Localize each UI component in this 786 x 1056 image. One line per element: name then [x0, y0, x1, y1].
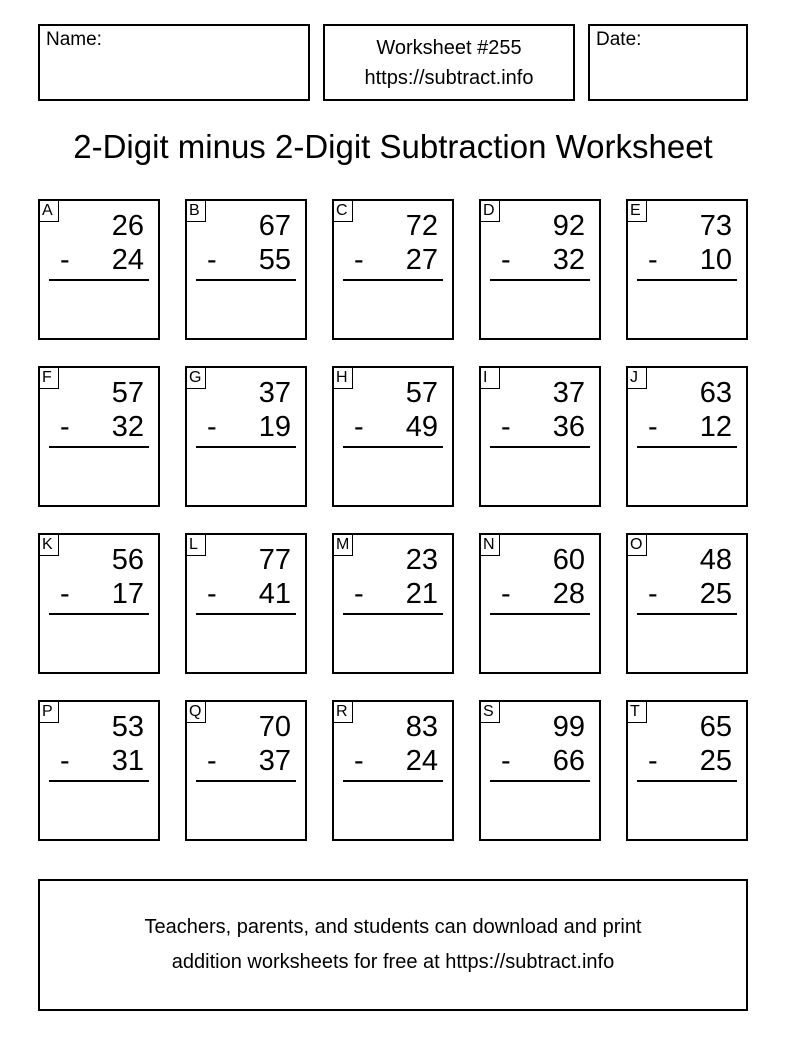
problem-card-o — [626, 533, 748, 674]
answer-line — [196, 613, 296, 615]
minus-sign: - — [60, 745, 70, 777]
minuend: 23 — [405, 544, 438, 576]
answer-line — [343, 279, 443, 281]
problem-card-e — [626, 199, 748, 340]
answer-line — [196, 446, 296, 448]
subtrahend: 25 — [699, 745, 732, 777]
subtrahend: 24 — [405, 745, 438, 777]
problem-letter: P — [39, 701, 59, 723]
answer-line — [490, 780, 590, 782]
problem-card-i — [479, 366, 601, 507]
minus-sign: - — [501, 411, 511, 443]
worksheet-info-box — [323, 24, 575, 101]
subtrahend: 21 — [405, 578, 438, 610]
minus-sign: - — [501, 244, 511, 276]
name-box — [38, 24, 310, 101]
subtrahend: 49 — [405, 411, 438, 443]
minus-sign: - — [207, 244, 217, 276]
answer-line — [196, 279, 296, 281]
problem-letter: A — [39, 200, 59, 222]
problem-card-t — [626, 700, 748, 841]
problem-letter: H — [333, 367, 353, 389]
minuend: 53 — [111, 711, 144, 743]
minuend: 37 — [552, 377, 585, 409]
subtrahend: 55 — [258, 244, 291, 276]
problem-card-f — [38, 366, 160, 507]
problem-letter: F — [39, 367, 59, 389]
problem-letter: S — [480, 701, 500, 723]
minuend: 65 — [699, 711, 732, 743]
subtrahend: 32 — [552, 244, 585, 276]
problem-card-a — [38, 199, 160, 340]
answer-line — [343, 446, 443, 448]
minus-sign: - — [648, 244, 658, 276]
minuend: 48 — [699, 544, 732, 576]
problem-letter: J — [627, 367, 647, 389]
answer-line — [343, 780, 443, 782]
problem-letter: L — [186, 534, 206, 556]
problem-letter: M — [333, 534, 353, 556]
problem-letter: D — [480, 200, 500, 222]
problem-letter: I — [480, 367, 500, 389]
answer-line — [637, 279, 737, 281]
minus-sign: - — [354, 745, 364, 777]
worksheet-number: Worksheet #255 — [376, 37, 522, 59]
problem-card-r — [332, 700, 454, 841]
date-box — [588, 24, 748, 101]
subtrahend: 37 — [258, 745, 291, 777]
answer-line — [343, 613, 443, 615]
problem-letter: O — [627, 534, 647, 556]
problem-letter: G — [186, 367, 206, 389]
problem-card-c — [332, 199, 454, 340]
minus-sign: - — [501, 578, 511, 610]
minuend: 56 — [111, 544, 144, 576]
minuend: 99 — [552, 711, 585, 743]
footer-line-2: addition worksheets for free at https://subtract.info — [171, 951, 615, 973]
problem-letter: E — [627, 200, 647, 222]
minus-sign: - — [354, 244, 364, 276]
date-label: Date: — [596, 29, 642, 50]
answer-line — [490, 613, 590, 615]
problem-card-s — [479, 700, 601, 841]
minus-sign: - — [501, 745, 511, 777]
subtrahend: 25 — [699, 578, 732, 610]
problem-letter: B — [186, 200, 206, 222]
problem-card-q — [185, 700, 307, 841]
problem-letter: T — [627, 701, 647, 723]
answer-line — [49, 613, 149, 615]
minuend: 70 — [258, 711, 291, 743]
answer-line — [49, 446, 149, 448]
name-label: Name: — [46, 29, 102, 50]
answer-line — [49, 279, 149, 281]
minus-sign: - — [207, 411, 217, 443]
minuend: 63 — [699, 377, 732, 409]
subtrahend: 27 — [405, 244, 438, 276]
answer-line — [637, 446, 737, 448]
problem-card-k — [38, 533, 160, 674]
page-title: 2-Digit minus 2-Digit Subtraction Worksheet — [73, 128, 713, 165]
problem-card-j — [626, 366, 748, 507]
minus-sign: - — [207, 745, 217, 777]
minuend: 60 — [552, 544, 585, 576]
minuend: 57 — [405, 377, 438, 409]
problem-card-p — [38, 700, 160, 841]
minuend: 77 — [258, 544, 291, 576]
subtrahend: 12 — [699, 411, 732, 443]
minuend: 57 — [111, 377, 144, 409]
problem-card-g — [185, 366, 307, 507]
minuend: 72 — [405, 210, 438, 242]
minuend: 26 — [111, 210, 144, 242]
problem-letter: R — [333, 701, 353, 723]
minus-sign: - — [648, 745, 658, 777]
minus-sign: - — [60, 244, 70, 276]
minus-sign: - — [354, 411, 364, 443]
subtrahend: 17 — [111, 578, 144, 610]
minus-sign: - — [648, 411, 658, 443]
subtrahend: 28 — [552, 578, 585, 610]
answer-line — [637, 780, 737, 782]
problem-card-l — [185, 533, 307, 674]
subtrahend: 41 — [258, 578, 291, 610]
subtrahend: 32 — [111, 411, 144, 443]
problem-card-h — [332, 366, 454, 507]
minuend: 83 — [405, 711, 438, 743]
minus-sign: - — [60, 578, 70, 610]
subtrahend: 19 — [258, 411, 291, 443]
answer-line — [490, 279, 590, 281]
minus-sign: - — [207, 578, 217, 610]
worksheet-url: https://subtract.info — [364, 67, 534, 89]
answer-line — [490, 446, 590, 448]
answer-line — [196, 780, 296, 782]
problem-card-d — [479, 199, 601, 340]
answer-line — [49, 780, 149, 782]
subtrahend: 24 — [111, 244, 144, 276]
subtrahend: 10 — [699, 244, 732, 276]
minus-sign: - — [648, 578, 658, 610]
problem-letter: N — [480, 534, 500, 556]
minuend: 37 — [258, 377, 291, 409]
problem-card-n — [479, 533, 601, 674]
minuend: 92 — [552, 210, 585, 242]
subtrahend: 36 — [552, 411, 585, 443]
subtrahend: 66 — [552, 745, 585, 777]
minus-sign: - — [60, 411, 70, 443]
problem-letter: Q — [186, 701, 206, 723]
minuend: 73 — [699, 210, 732, 242]
problem-letter: K — [39, 534, 59, 556]
problem-card-m — [332, 533, 454, 674]
problem-letter: C — [333, 200, 353, 222]
subtrahend: 31 — [111, 745, 144, 777]
footer-box — [38, 879, 748, 1011]
minuend: 67 — [258, 210, 291, 242]
answer-line — [637, 613, 737, 615]
footer-line-1: Teachers, parents, and students can download and print — [144, 916, 642, 938]
problem-card-b — [185, 199, 307, 340]
minus-sign: - — [354, 578, 364, 610]
